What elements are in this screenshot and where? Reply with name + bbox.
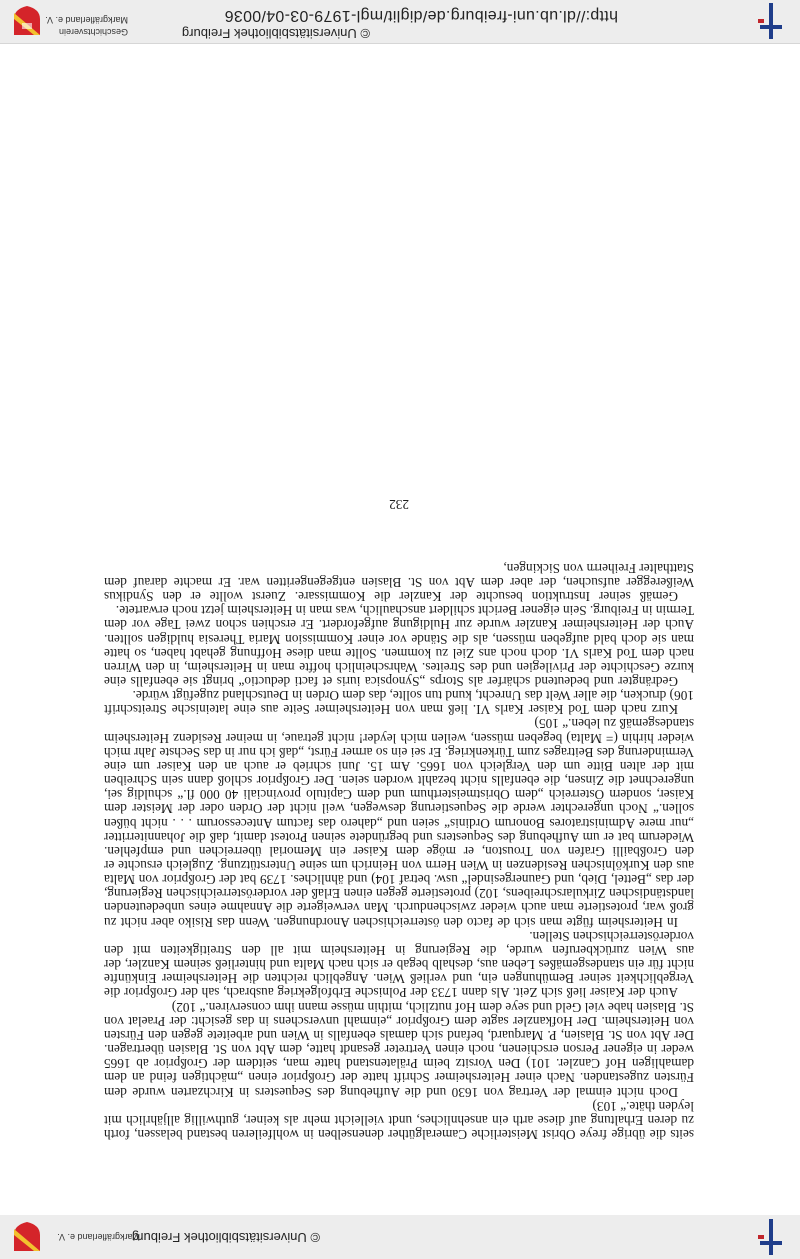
university-library-icon xyxy=(754,1215,788,1259)
partner-line-1: Geschichtsverein xyxy=(58,27,128,37)
viewer-bottom-bar xyxy=(0,0,800,44)
page-text xyxy=(104,496,694,1141)
library-credit: © Universitätsbibliothek Freiburg xyxy=(181,26,370,41)
coat-of-arms-icon xyxy=(12,1221,42,1253)
page-number: 232 xyxy=(389,496,409,512)
coat-of-arms-icon xyxy=(12,5,42,37)
paragraph: In Heitersheim fügte man sich de facto den österreichischen Anordnungen. Wenn das Risiko aber nicht zu groß war, protestierte man auch wieder zwischendurch. Man verweigerte die Annahme eines unbedeutenden landständischen Zirkularschreibens, 102) protestierte gegen einen Erlaß der vorderösterreichischen Regierung, der das „Bettel, Dieb, und Gaunergesindel“ usw. betraf 104) und ähnliches. 1739 bat der Großprior von Malta aus den Kurkölnischen Residenzen in Wien Herrn von Heinrich um seine Unterstützung. Zugleich ersuchte er den Großbailli Grafen von Trouston, er möge dem Kaiser ein Memorial überreichen und empfehlen. Wiederum bat er um Aufhebung des Sequesters und begründete seinen Protest damit, daß die Johanniterritter „nur mere Administratores Bonorum Ordinis“ seien und „dahero das factum Antecessorum . . . nicht büßen sollen.“ Noch ungerechter werde die Sequestierung deswegen, weil nicht der Orden oder der Meister dem Kaiser, sondern Österreich „dem Obristmeisterthum und dem Capitulo provinciali 40 000 fl.“ schuldig sei, ungerechnet die Zinsen, die ebenfalls nicht bezahlt worden seien. Der Großprior schloß dann sein Schreiben mit der alten Bitte um den Vergleich von 1665. Am 15. Juni schrieb er auch an den Kaiser um eine Verminderung des Beitrages zum Türkenkrieg. Er sei ein so armer Fürst, „daß ich nur in das Sechste Jahr mich wieder hirhin (= Malta) begeben müssen, weilen mich leyder! nicht getraue, in meiner Residenz Heitersheim standesgemäß zu leben.“ 105) xyxy=(104,716,694,930)
paragraph: seits die übrige freye Obrist Meisterliche Cameralgüther denenselben in wohlfeileren bestand belassen, forth zu deren Erhaltung auf diese arth ein ansehnliches, undt vielleicht mehr als keiner, guthwillig alljährlich mit leyden thäte.“ 103) xyxy=(104,1098,694,1142)
scanned-page xyxy=(0,44,800,1215)
paragraph: Doch nicht einmal der Vertrag von 1630 und die Aufhebung des Sequesters in Kirchzarten wurde dem Fürsten zugestanden. Nach einer Heitersheimer Schrift hatte der Großprior einen „mächtigen feind an dem damahligen Hof Canzler. 101) Den Vorsitz beim Prälatenstand hatte man, seitdem der Großprior ab 1665 weder in eigener Person erschienen, noch einen Vertreter gesandt hatte, dem Abt von St. Blasien übertragen. Der Abt von St. Blasien, P. Marquard, befand sich damals ebenfalls in Wien und arbeitete gegen den Fürsten von Heitersheim. Der Hofkanzler sagte dem Großprior „einmahl unverschens in das gesicht: der Praelat von St. Blasien habe viel Geld und seye dem Hof nutzlich, mithin müsse mann ihm conserviren.“ 102) xyxy=(104,999,694,1100)
paragraph: Gedrängter und bedeutend schärfer als Storps „Synopsica iuris et facti deductio“ bringt sie ebenfalls eine kurze Geschichte der Privilegien und des Streites. Wahrscheinlich hoffte man in Heitersheim, in den Wirren nach dem Tod Karls VI. doch noch ans Ziel zu kommen. Sollte man diese Hoffnung gehabt haben, so hatte man sie doch bald aufgeben müssen, als die Stände vor einer Kommission Maria Theresia huldigen sollten. Auch der Heitersheimer Kanzler wurde zur Huldigung aufgefordert. Er erschien schon zwei Tage vor dem Termin in Freiburg. Sein eigener Bericht schildert anschaulich, was man in Heitersheim jetzt noch erwartete. xyxy=(104,603,694,689)
university-library-icon xyxy=(754,0,788,43)
paragraph: Gemäß seiner Instruktion besuchte der Kanzler die Kommissare. Zuerst wollte er den Syndikus Weißeregger aufsuchen, der aber dem Abt von St. Blasien entgegengeritten war. Er machte darauf dem Statthalter Freiherrn von Sickingen, xyxy=(104,560,694,605)
viewer-top-bar xyxy=(0,1214,800,1259)
paragraph: Kurz nach dem Tod Kaiser Karls VI. ließ man von Heitersheimer Seite aus eine lateinische Streitschrift 106) drucken, die aller Welt das Unrecht, kund tun sollte, das dem Orden in Deutschland zugefügt würde. xyxy=(104,688,694,718)
paragraph: Auch der Kaiser ließ sich Zeit. Als dann 1733 der Polnische Erbfolgekrieg ausbrach, sah der Großprior die Vergeblichkeit seiner Bemühungen ein, und verließ Wien. Angeblich reichten die Heitersheimer Einkünfte nicht für ein standesgemäßes Leben aus, deshalb begab er sich nach Malta und hinterließ seinem Kanzler, der aus Wien zurückberufen wurde, die Regierung in Heitersheim mit all den Streitigkeiten mit den vorderösterreichischen Stellen. xyxy=(104,928,694,1001)
partner-name: Markgräflerland e. V. xyxy=(57,1232,140,1242)
partner-line-2: Markgräflerland e. V. xyxy=(45,15,128,25)
document-url[interactable]: http://dl.ub.uni-freiburg.de/diglit/mgl-1979-03-04/0036 xyxy=(224,7,618,24)
library-credit: © Universitätsbibliothek Freiburg xyxy=(131,1230,320,1245)
